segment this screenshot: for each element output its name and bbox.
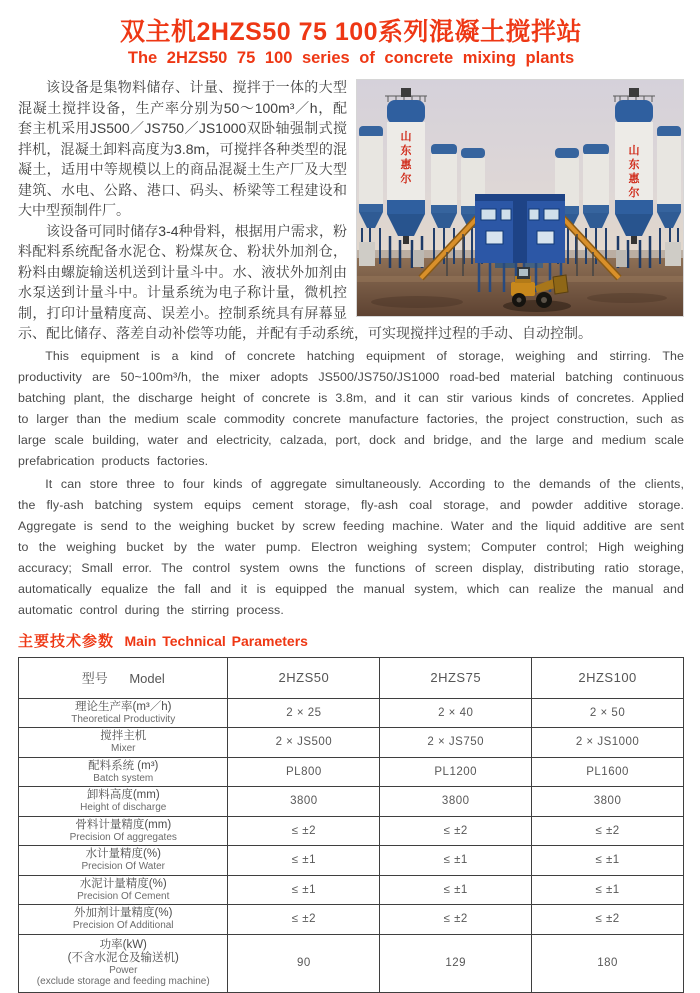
page-subtitle: The 2HZS50 75 100 series of concrete mixing plants bbox=[127, 49, 575, 67]
row-label-en: Precision Of Water bbox=[81, 861, 166, 872]
model-cell: 2HZS50 bbox=[228, 657, 380, 698]
table-row bbox=[19, 905, 684, 935]
row-label-zh: 功率(kW) bbox=[99, 938, 147, 951]
row-label-cell bbox=[19, 846, 228, 876]
table-cell: ≤ ±1 bbox=[532, 846, 684, 876]
table-cell: ≤ ±2 bbox=[228, 816, 380, 846]
page-title: 双主机2HZS50 75 100系列混凝土搅拌站 bbox=[119, 18, 583, 46]
params-heading-zh: 主要技术参数 bbox=[18, 632, 115, 650]
row-label-zh: 搅拌主机 bbox=[100, 730, 147, 742]
table-cell: ≤ ±2 bbox=[380, 816, 532, 846]
model-label-en: Model bbox=[129, 671, 165, 686]
row-label-zh: 配料系统 (m³) bbox=[88, 759, 159, 772]
table-row bbox=[19, 757, 684, 787]
row-label-zh: 卸料高度(mm) bbox=[86, 789, 160, 801]
row-label-zh: 理论生产率(m³／h) bbox=[75, 700, 172, 713]
table-cell: ≤ ±1 bbox=[228, 846, 380, 876]
table-cell: 2 × 40 bbox=[380, 698, 532, 728]
model-cell: 2HZS100 bbox=[532, 657, 684, 698]
model-label-zh: 型号 bbox=[81, 671, 108, 686]
plant-photo bbox=[356, 79, 684, 317]
table-cell: 2 × JS1000 bbox=[532, 728, 684, 758]
table-cell: PL1200 bbox=[380, 757, 532, 787]
params-table bbox=[18, 657, 684, 993]
table-row bbox=[19, 875, 684, 905]
table-cell: 2 × 25 bbox=[228, 698, 380, 728]
silo-brand-text-right: 山东惠尔 bbox=[628, 144, 640, 199]
table-cell: ≤ ±1 bbox=[380, 875, 532, 905]
table-cell: 90 bbox=[228, 934, 380, 992]
row-label-en: Theoretical Productivity bbox=[71, 713, 176, 725]
table-cell: 129 bbox=[380, 934, 532, 992]
row-label-zh: 水泥计量精度(%) bbox=[79, 877, 167, 890]
table-cell: ≤ ±2 bbox=[532, 905, 684, 935]
row-label-cell bbox=[19, 728, 228, 758]
table-row bbox=[19, 846, 684, 876]
row-label-cell bbox=[19, 875, 228, 905]
table-cell: ≤ ±1 bbox=[228, 875, 380, 905]
intro-paragraph-zh-2: 该设备可同时储存3-4种骨料，根据用户需求，粉料配料系统配备水泥仓、粉煤灰仓、粉状外加剂仓，粉料由螺旋输送机送到计量斗中。水、液状外加剂由水泵送到计量斗中。计量系统为电子称计量，微机控制，打印计量精度高、误差小。控制系统具有屏幕显示、配比储存、落差自动补偿等功能，并配有手动系统，可实现搅拌过程的手动、自动控制。 bbox=[18, 222, 592, 341]
params-heading bbox=[18, 630, 684, 651]
row-label-en: Batch system bbox=[93, 772, 154, 784]
silo-brand-text-left: 山东惠尔 bbox=[400, 130, 412, 185]
model-label-cell bbox=[19, 657, 228, 698]
row-label-cell bbox=[19, 816, 228, 846]
intro-paragraph-en-2: It can store three to four kinds of aggregate simultaneously. According to the demands of the clients, the fly-ash batching system equips cement storage, fly-ash coal storage, and powder additive storage. Aggregate is send to the weighing bucket by screw feeding machine. Water and the liquid additive are sent to the weighing bucket by the water pump. Electron weighing system; Computer control; High weighing accuracy; Small error. The control system owns the functions of screen display, distributing ratio storage, automatically equalize the fall and it is equipped the manual system, which can realize the manual and automatic control during the stirring process. bbox=[18, 476, 684, 617]
table-cell: 3800 bbox=[228, 787, 380, 817]
row-label-en: Precision Of aggregates bbox=[69, 831, 177, 843]
table-cell: ≤ ±2 bbox=[228, 905, 380, 935]
table-cell: 3800 bbox=[532, 787, 684, 817]
row-label-en: Precision Of Cement bbox=[77, 890, 170, 902]
table-row bbox=[19, 934, 684, 992]
row-label-en: Power bbox=[109, 964, 138, 976]
table-cell: PL800 bbox=[228, 757, 380, 787]
table-cell: 2 × 50 bbox=[532, 698, 684, 728]
row-label-cell bbox=[19, 698, 228, 728]
row-label-en: Precision Of Additional bbox=[72, 920, 174, 931]
table-row bbox=[19, 816, 684, 846]
intro-paragraph-en-1: This equipment is a kind of concrete hatching equipment of storage, weighing and stirring. The productivity are 50~100m³/h, the mixer adopts JS500/JS750/JS1000 road-bed material batching continuous batching plant, the discharge height of concrete is 3.8m, and it can stir various kinds of concretes. Applied to larger than the medium scale commodity concrete manufacture factories, the project construction, such as large scale building, water and electricity, calzada, port, dock and bridge, and the large and medium scale prefabrication products factories. bbox=[18, 348, 684, 468]
table-cell: ≤ ±2 bbox=[532, 816, 684, 846]
table-cell: ≤ ±2 bbox=[380, 905, 532, 935]
row-label-zh: 外加剂计量精度(%) bbox=[74, 907, 173, 919]
row-label-zh: 水计量精度(%) bbox=[85, 848, 161, 860]
params-heading-en: Main Technical Parameters bbox=[124, 632, 308, 649]
table-cell: PL1600 bbox=[532, 757, 684, 787]
model-cell: 2HZS75 bbox=[380, 657, 532, 698]
intro-section bbox=[18, 77, 684, 621]
table-cell: ≤ ±1 bbox=[380, 846, 532, 876]
table-row bbox=[19, 698, 684, 728]
table-row bbox=[19, 787, 684, 817]
row-label-zh2: (不含水泥仓及输送机) bbox=[67, 951, 179, 964]
table-row bbox=[19, 728, 684, 758]
row-label-zh: 骨料计量精度(mm) bbox=[75, 818, 172, 831]
table-cell: 180 bbox=[532, 934, 684, 992]
table-cell: 2 × JS750 bbox=[380, 728, 532, 758]
table-header-row bbox=[19, 657, 684, 698]
row-label-en2: (exclude storage and feeding machine) bbox=[36, 976, 210, 987]
row-label-cell bbox=[19, 934, 228, 992]
table-cell: 3800 bbox=[380, 787, 532, 817]
row-label-cell bbox=[19, 905, 228, 935]
row-label-cell bbox=[19, 757, 228, 787]
intro-paragraph-zh-1: 该设备是集物料储存、计量、搅拌于一体的大型混凝土搅拌设备，生产率分别为50～100m³／h，配套主机采用JS500／JS750／JS1000双卧轴强制式搅拌机，混凝土卸料高度为3.8m，可搅拌各种类型的混凝土，适用中等规模以上的商品混凝土生产厂及大型建筑、水电、公路、港口、码头、桥梁等工程建设和大中型预制件厂。 bbox=[18, 79, 347, 218]
table-cell: 2 × JS500 bbox=[228, 728, 380, 758]
table-cell: ≤ ±1 bbox=[532, 875, 684, 905]
row-label-en: Mixer bbox=[111, 743, 136, 754]
row-label-en: Height of discharge bbox=[80, 802, 167, 813]
row-label-cell bbox=[19, 787, 228, 817]
